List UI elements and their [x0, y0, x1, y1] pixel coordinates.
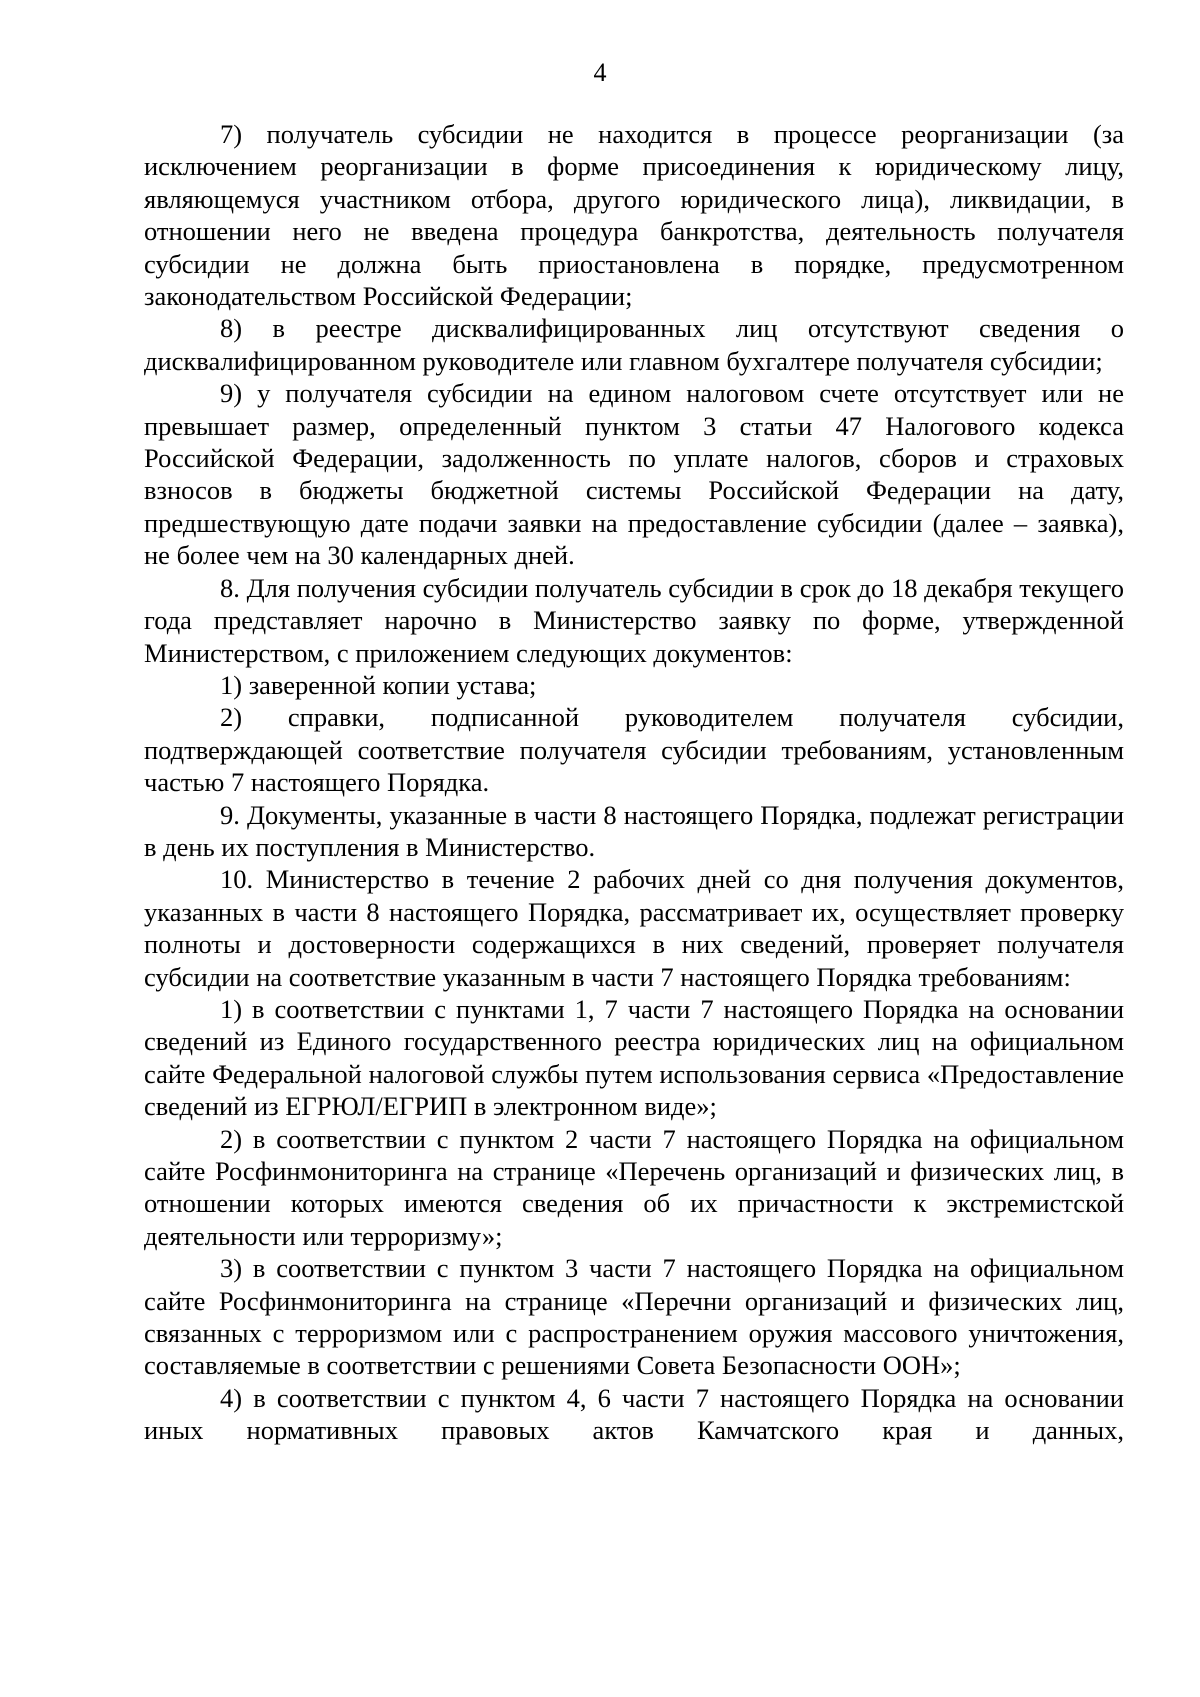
page-number: 4 — [593, 58, 607, 87]
paragraph-part-10-item-1: 1) в соответствии с пунктами 1, 7 части 7 настоящего Порядка на основании сведений из Единого государственного реестра юридических лиц на официальном сайте Федеральной налоговой службы путем использования сервиса «Предоставление сведений из ЕГРЮЛ/ЕГРИП в электронном виде»; — [144, 993, 1124, 1122]
paragraph-item-9-tax-debt: 9) у получателя субсидии на едином налоговом счете отсутствует или не превышает размер, определенный пунктом 3 статьи 47 Налогового кодекса Российской Федерации, задолженность по уплате налогов, сборов и страховых взносов в бюджеты бюджетной системы Российской Федерации на дату, предшествующую дате подачи заявки на предоставление субсидии (далее – заявка), не более чем на 30 календарных дней. — [144, 378, 1124, 571]
document-body — [144, 118, 1124, 1447]
paragraph-part-8-item-1: 1) заверенной копии устава; — [220, 669, 537, 700]
paragraph-item-8-disqualified: 8) в реестре дисквалифицированных лиц отсутствуют сведения о дисквалифицированном руководителе или главном бухгалтере получателя субсидии; — [144, 313, 1124, 376]
paragraph-part-8-application: 8. Для получения субсидии получатель субсидии в срок до 18 декабря текущего года представляет нарочно в Министерство заявку по форме, утвержденной Министерством, с приложением следующих документов: — [144, 572, 1124, 668]
paragraph-part-9-registration: 9. Документы, указанные в части 8 настоящего Порядка, подлежат регистрации в день их поступления в Министерство. — [144, 799, 1124, 862]
paragraph-part-10-review: 10. Министерство в течение 2 рабочих дней со дня получения документов, указанных в части 8 настоящего Порядка, рассматривает их, осуществляет проверку полноты и достоверности содержащихся в них сведений, проверяет получателя субсидии на соответствие указанным в части 7 настоящего Порядка требованиям: — [144, 864, 1124, 992]
paragraph-part-10-item-4: 4) в соответствии с пунктом 4, 6 части 7 настоящего Порядка на основании иных нормативных правовых актов Камчатского края и данных, — [144, 1382, 1124, 1446]
paragraph-item-7-reorganization: 7) получатель субсидии не находится в процессе реорганизации (за исключением реорганизации в форме присоединения к юридическому лицу, являющемуся участником отбора, другого юридического лица), ликвидации, в отношении него не введена процедура банкротства, деятельность получателя субсидии не должна быть приостановлена в порядке, предусмотренном законодательством Российской Федерации; — [144, 119, 1124, 312]
paragraph-part-10-item-3: 3) в соответствии с пунктом 3 части 7 настоящего Порядка на официальном сайте Росфинмониторинга на странице «Перечни организаций и физических лиц, связанных с терроризмом или с распространением оружия массового уничтожения, составляемые в соответствии с решениями Совета Безопасности ООН»; — [144, 1253, 1124, 1381]
paragraph-part-10-item-2: 2) в соответствии с пунктом 2 части 7 настоящего Порядка на официальном сайте Росфинмониторинга на странице «Перечень организаций и физических лиц, в отношении которых имеются сведения об их причастности к экстремистской деятельности или терроризму»; — [144, 1123, 1124, 1251]
paragraph-part-8-item-2: 2) справки, подписанной руководителем получателя субсидии, подтверждающей соответствие получателя субсидии требованиям, установленным частью 7 настоящего Порядка. — [144, 702, 1124, 798]
